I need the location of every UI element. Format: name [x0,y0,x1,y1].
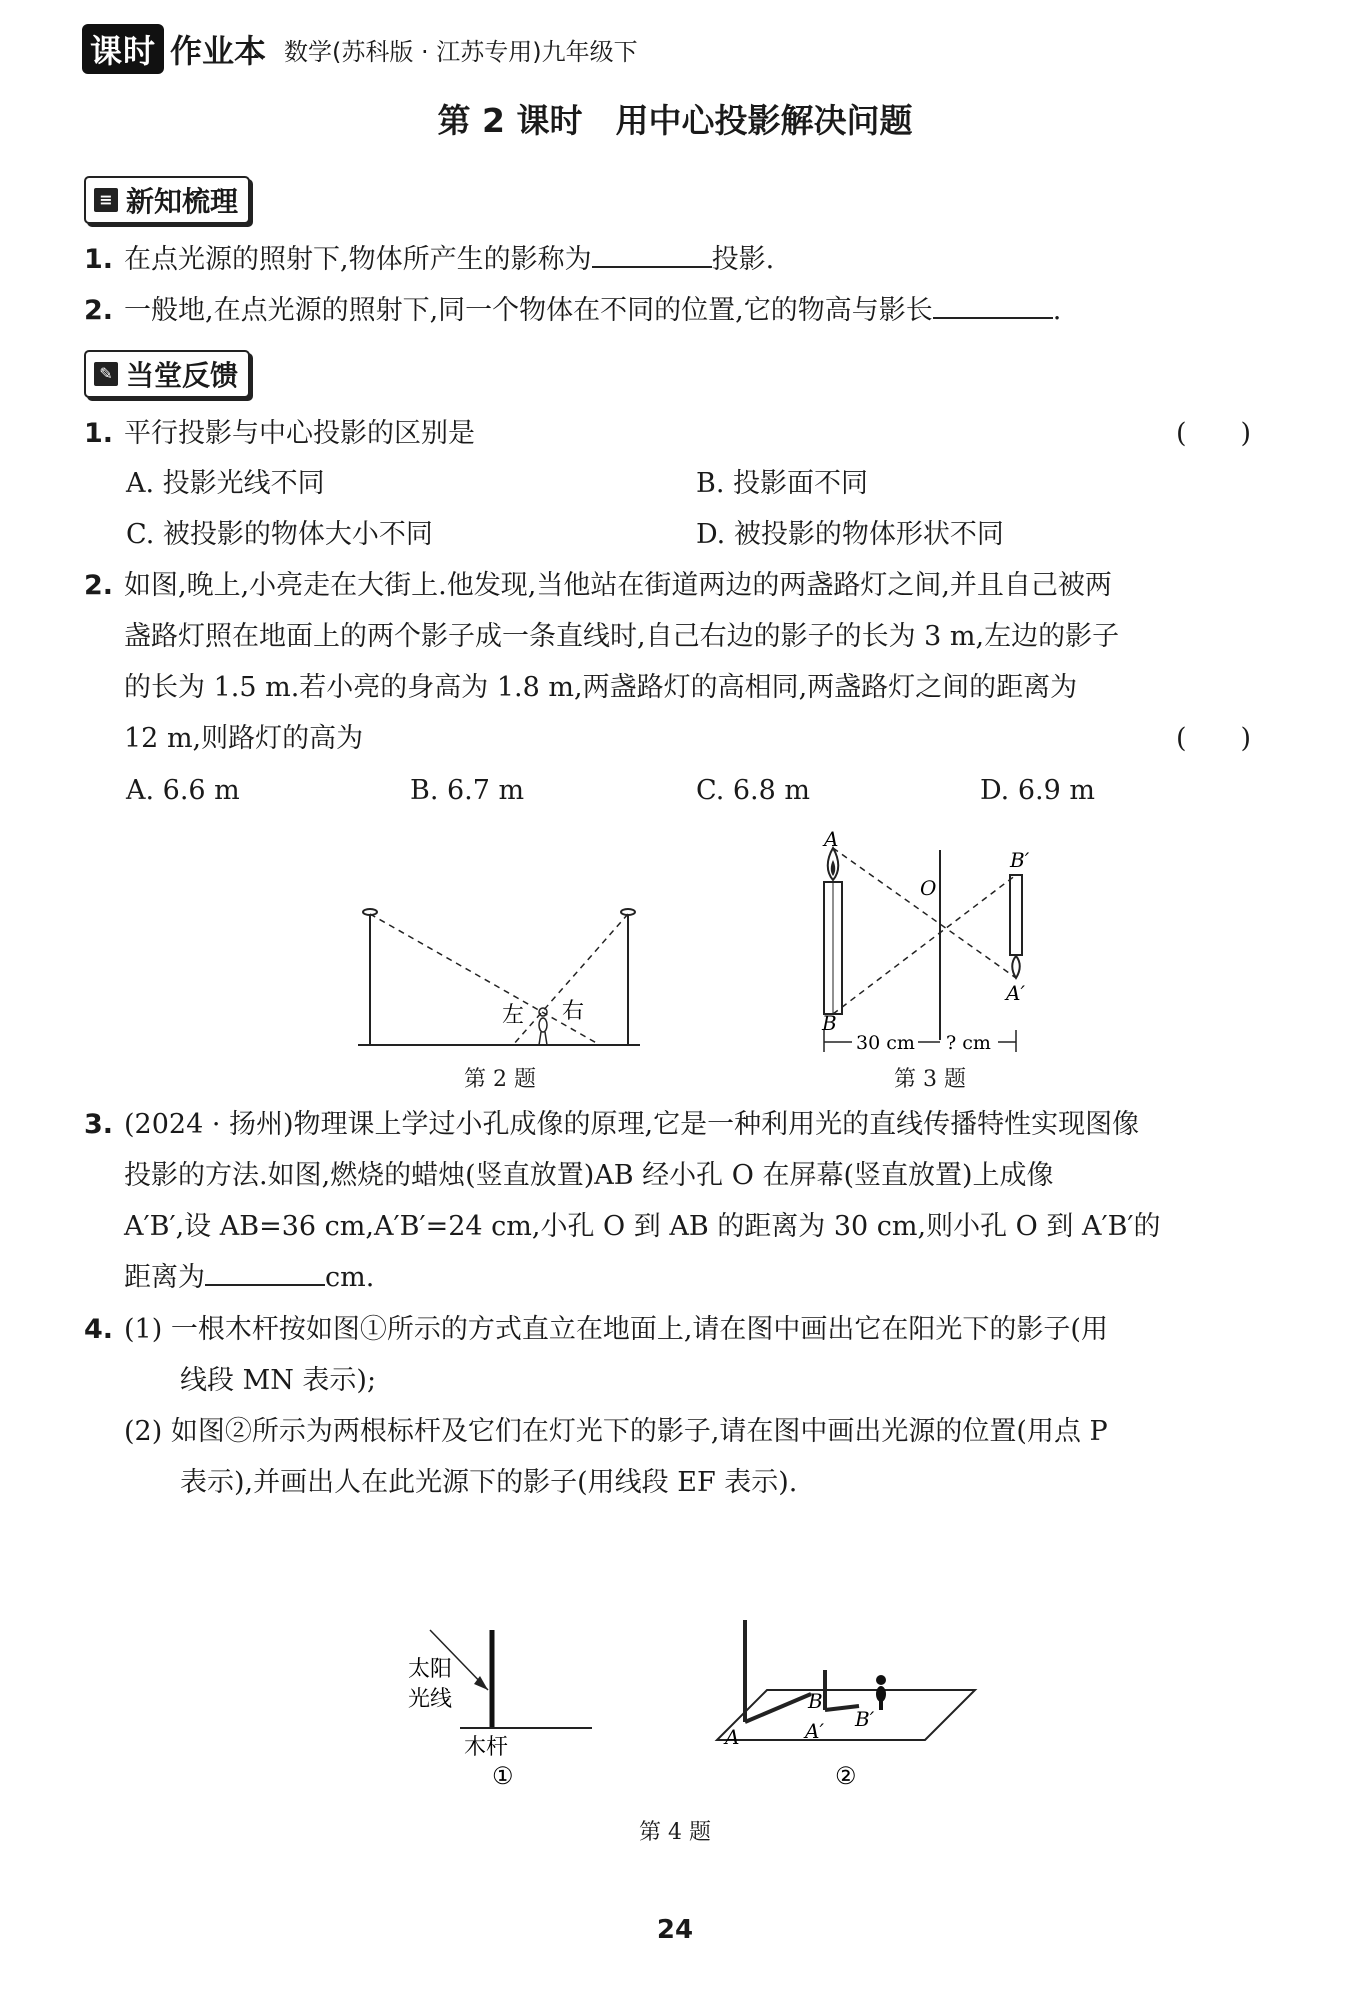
answer-parentheses[interactable]: ( ) [1176,418,1252,449]
section-new-knowledge [84,176,250,224]
page-header [82,26,638,72]
shadow-b [825,1706,859,1710]
label-b-prime: B′ [1010,848,1030,872]
label-ray: 光线 [408,1687,453,1712]
page-number: 24 [656,1915,694,1945]
figure-2-street-lamps [350,890,650,1060]
question-text: (2024 · 扬州)物理课上学过小孔成像的原理,它是一种利用光的直线传播特性实现图像 [124,1109,1140,1140]
distance-30cm: 30 cm [856,1032,915,1054]
figure-2-caption: 第 2 题 [464,1067,536,1092]
option-c[interactable]: C. 6.8 m [696,775,810,806]
label-right: 右 [562,999,585,1024]
section-label: 新知梳理 [126,185,239,218]
feedback-question-3 [84,1105,1139,1145]
question-number: 2. [84,570,114,601]
option-a[interactable]: A. 6.6 m [126,775,240,806]
question-text: 盏路灯照在地面上的两个影子成一条直线时,自己右边的影子的长为 3 m,左边的影子 [124,621,1120,652]
right-light-ray [513,914,628,1045]
question-text: 距离为 [124,1262,205,1293]
label-b: B [808,1689,823,1713]
option-a[interactable]: A. 投影光线不同 [126,468,325,499]
option-c[interactable]: C. 被投影的物体大小不同 [126,519,433,550]
option-b[interactable]: B. 投影面不同 [696,468,869,499]
question-2 [84,291,1061,331]
question-1 [84,240,774,280]
question-text: 一般地,在点光源的照射下,同一个物体在不同的位置,它的物高与影长 [124,295,933,326]
label-left: 左 [502,1003,525,1028]
figure-3-caption: 第 3 题 [894,1067,966,1092]
feedback-question-1 [84,414,475,454]
label-o: O [920,876,937,900]
candle-icon [824,848,842,1014]
feedback-question-2 [84,566,1112,606]
question-text: cm. [325,1262,375,1293]
question-number: 4. [84,1314,114,1345]
answer-blank[interactable] [592,242,712,268]
ground-plane [717,1690,975,1740]
label-a: A [725,1725,740,1749]
feedback-question-4 [84,1310,1108,1350]
answer-blank[interactable] [933,293,1053,319]
question-number: 3. [84,1109,114,1140]
option-b[interactable]: B. 6.7 m [410,775,525,806]
inverted-candle-icon [1010,875,1022,978]
answer-blank[interactable] [205,1260,325,1286]
figure-4-2-plane [705,1610,985,1790]
sub-figure-1-label: ① [492,1762,514,1790]
label-b: B [822,1011,837,1035]
shadow-a [745,1694,811,1722]
option-d[interactable]: D. 6.9 m [980,775,1095,806]
question-text: (1) 一根木杆按如图①所示的方式直立在地面上,请在图中画出它在阳光下的影子(用 [124,1314,1108,1345]
label-a-prime: A′ [1006,981,1025,1005]
label-a-prime: A′ [805,1719,824,1743]
question-text: (2) 如图②所示为两根标杆及它们在灯光下的影子,请在图中画出光源的位置(用点 P [124,1416,1108,1447]
question-text: 投影. [711,244,775,275]
question-text: 如图,晚上,小亮走在大街上.他发现,当他站在街道两边的两盏路灯之间,并且自己被两 [124,570,1112,601]
question-text: 的长为 1.5 m.若小亮的身高为 1.8 m,两盏路灯的高相同,两盏路灯之间的距离为 [124,672,1078,703]
left-light-ray [370,914,600,1045]
question-text: 12 m,则路灯的高为 [124,723,364,754]
book-icon: ≡ [94,188,118,212]
figure-3-pinhole [800,830,1040,1055]
question-text: . [1052,295,1062,326]
question-text: A′B′,设 AB=36 cm,A′B′=24 cm,小孔 O 到 AB 的距离为 30 cm,则小孔 O 到 A′B′的 [124,1211,1161,1242]
question-number: 1. [84,244,114,275]
brand-name: 作业本 [170,32,267,70]
question-text: 平行投影与中心投影的区别是 [124,418,475,449]
book-subtitle: 数学(苏科版 · 江苏专用)九年级下 [284,37,638,66]
distance-unknown: ? cm [946,1032,991,1054]
question-number: 1. [84,418,114,449]
ray-a [833,848,1016,978]
question-text: 在点光源的照射下,物体所产生的影称为 [124,244,592,275]
series-logo: 课时 [82,24,164,74]
lesson-title: 第 2 课时 用中心投影解决问题 [437,101,913,140]
question-text-last [124,1258,374,1298]
question-number: 2. [84,295,114,326]
section-label: 当堂反馈 [126,359,239,392]
figure-4-caption: 第 4 题 [639,1820,711,1845]
question-text: 线段 MN 表示); [180,1365,377,1396]
answer-parentheses[interactable]: ( ) [1176,723,1252,754]
person-icon [876,1675,886,1710]
label-b-prime: B′ [855,1707,875,1731]
option-d[interactable]: D. 被投影的物体形状不同 [696,519,1004,550]
sub-figure-2-label: ② [835,1762,857,1790]
figure-4-1-pole [400,1620,610,1790]
section-feedback [84,350,250,398]
label-pole: 木杆 [464,1735,509,1760]
question-text: 表示),并画出人在此光源下的影子(用线段 EF 表示). [180,1467,798,1498]
pencil-icon: ✎ [94,362,118,386]
label-a: A [824,830,839,851]
question-text: 投影的方法.如图,燃烧的蜡烛(竖直放置)AB 经小孔 O 在屏幕(竖直放置)上成像 [124,1160,1054,1191]
label-sun: 太阳 [408,1657,453,1682]
